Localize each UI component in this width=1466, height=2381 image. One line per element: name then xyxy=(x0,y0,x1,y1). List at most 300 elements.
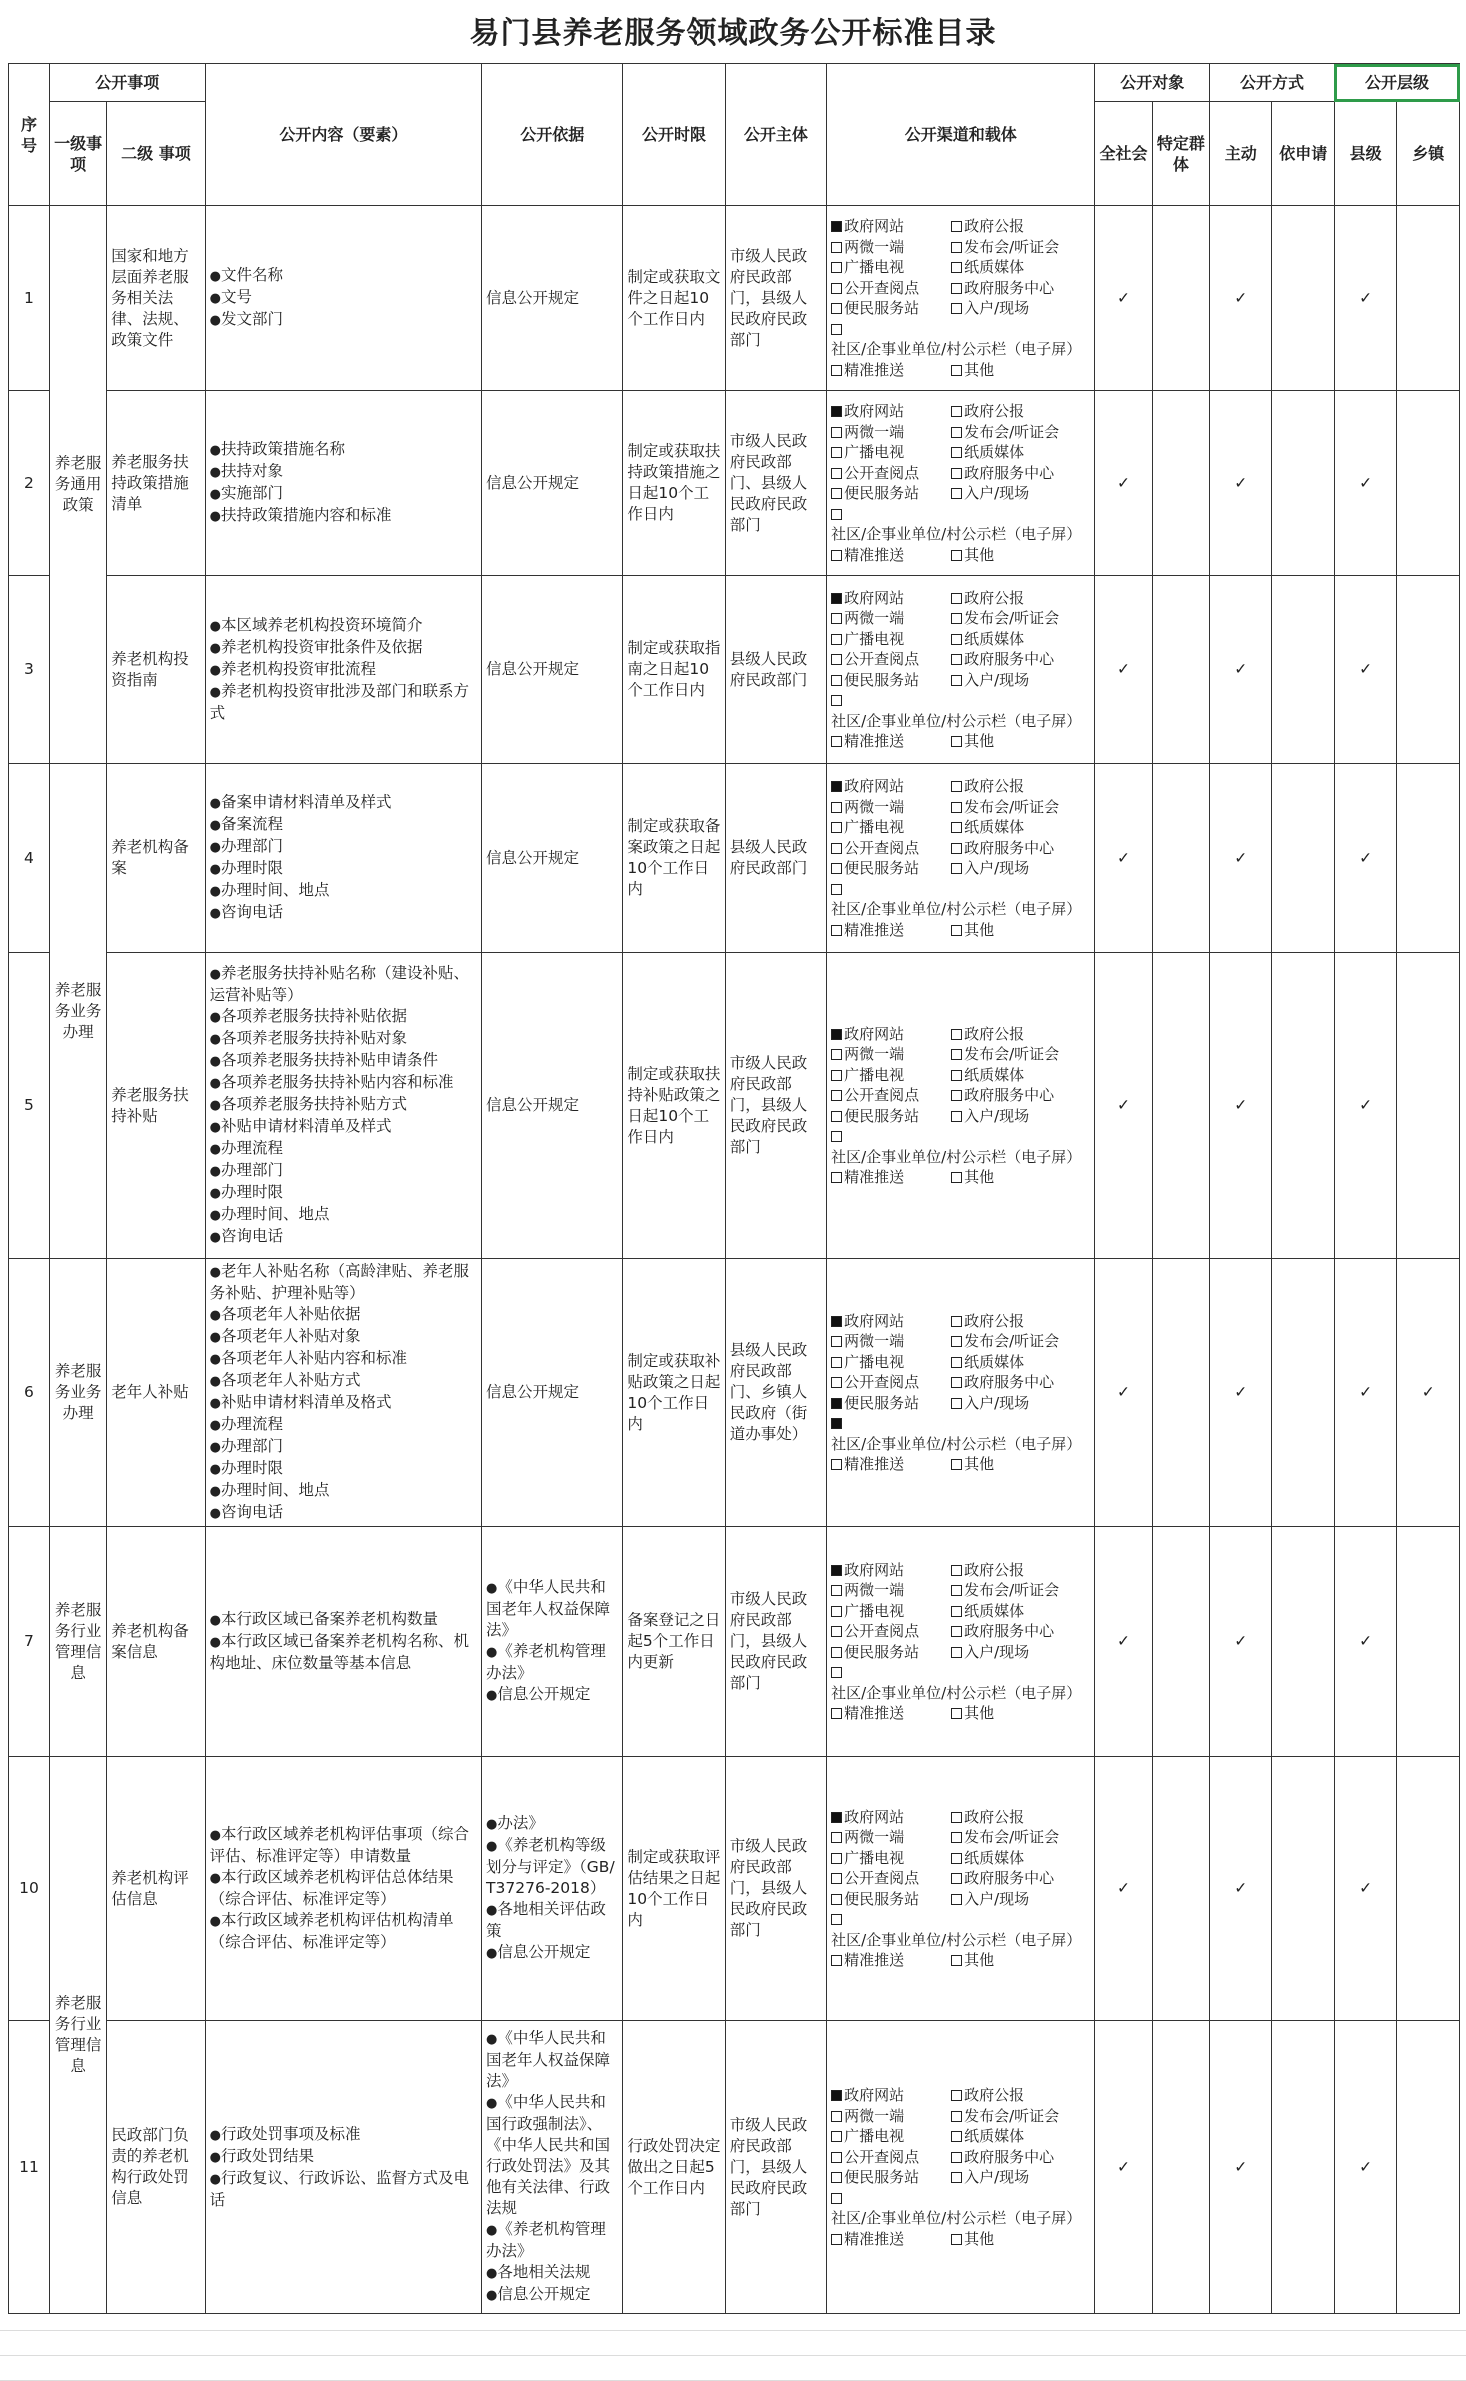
cell-basis xyxy=(482,1527,623,1757)
cell-subject: 市级人民政府民政部门，县级人民政府民政部门 xyxy=(725,1527,826,1757)
channel-label: 政府网站 xyxy=(844,1311,905,1330)
channel-label: 入户/现场 xyxy=(964,1106,1030,1125)
unchecked-box-icon xyxy=(831,695,842,706)
unchecked-box-icon xyxy=(831,1894,842,1905)
channel-option xyxy=(831,1580,951,1601)
unchecked-box-icon xyxy=(831,1955,842,1966)
unchecked-box-icon xyxy=(951,303,962,314)
cell-town xyxy=(1397,391,1460,576)
unchecked-box-icon xyxy=(951,1049,962,1060)
channel-label: 政府公报 xyxy=(964,402,1025,420)
unchecked-box-icon xyxy=(951,1377,962,1388)
basis-item: ● 各地相关法规 xyxy=(486,2262,618,2284)
header-subject: 公开主体 xyxy=(725,64,826,206)
channel-label: 便民服务站 xyxy=(844,1889,920,1908)
unchecked-box-icon xyxy=(831,1357,842,1368)
channel-option xyxy=(951,1950,1091,1971)
unchecked-box-icon xyxy=(951,1894,962,1905)
basis-item: ● 各地相关评估政策 xyxy=(486,1899,618,1942)
header-level-town: 乡镇 xyxy=(1397,102,1460,206)
channel-option xyxy=(831,1331,951,1352)
channel-label: 政府网站 xyxy=(844,1560,905,1579)
channel-option xyxy=(951,608,1091,629)
channel-label: 纸质媒体 xyxy=(964,1352,1025,1371)
channel-grid xyxy=(831,588,1090,752)
content-list xyxy=(210,439,477,527)
channel-label: 公开查阅点 xyxy=(844,1869,920,1887)
content-item: ● 咨询电话 xyxy=(210,1502,477,1524)
channel-label: 发布会/听证会 xyxy=(964,1332,1060,1350)
cell-level2: 养老服务扶持政策措施清单 xyxy=(107,391,205,576)
unchecked-box-icon xyxy=(951,593,962,604)
unchecked-box-icon xyxy=(951,843,962,854)
channel-label: 便民服务站 xyxy=(844,1393,920,1412)
channel-option xyxy=(831,2229,951,2250)
content-item: ● 咨询电话 xyxy=(210,1226,477,1248)
channel-label: 便民服务站 xyxy=(844,299,920,317)
unchecked-box-icon xyxy=(951,2111,962,2122)
channel-label: 公开查阅点 xyxy=(844,650,920,668)
cell-level1: 养老服务通用政策 xyxy=(49,206,106,764)
cell-channel xyxy=(827,576,1095,764)
channel-label: 其他 xyxy=(964,1168,995,1186)
cell-subject: 县级人民政府民政部门、乡镇人民政府（街道办事处） xyxy=(725,1259,826,1527)
unchecked-box-icon xyxy=(951,1812,962,1823)
channel-label: 公开查阅点 xyxy=(844,463,920,482)
channel-label: 政府服务中心 xyxy=(964,838,1055,857)
unchecked-box-icon xyxy=(951,1585,962,1596)
channel-option xyxy=(951,838,1091,859)
basis-item: ● 《养老机构等级划分与评定》（GB/T37276-2018） xyxy=(486,1835,618,1899)
cell-seq: 10 xyxy=(9,1757,50,2021)
cell-active: ✓ xyxy=(1210,1259,1272,1527)
cell-level2: 民政部门负责的养老机构行政处罚信息 xyxy=(107,2021,205,2314)
unchecked-box-icon xyxy=(831,2172,842,2183)
channel-option xyxy=(831,1393,951,1414)
cell-basis: 信息公开规定 xyxy=(482,576,623,764)
channel-option xyxy=(831,216,951,237)
content-list xyxy=(210,1261,477,1524)
channel-option xyxy=(831,237,951,258)
channel-option xyxy=(951,670,1091,691)
cell-content xyxy=(205,206,481,391)
content-item: ● 咨询电话 xyxy=(210,902,477,924)
cell-town xyxy=(1397,1527,1460,1757)
content-item: ● 办理时间、地点 xyxy=(210,880,477,902)
unchecked-box-icon xyxy=(831,613,842,624)
channel-option xyxy=(831,1065,951,1086)
channel-option xyxy=(831,360,951,381)
cell-apply xyxy=(1272,206,1334,391)
unchecked-box-icon xyxy=(831,822,842,833)
channel-option xyxy=(831,2126,951,2147)
cell-timing: 行政处罚决定做出之日起5个工作日内 xyxy=(623,2021,725,2314)
cell-level2: 养老机构备案信息 xyxy=(107,1527,205,1757)
channel-label: 其他 xyxy=(964,1951,995,1969)
content-list xyxy=(210,265,477,331)
unchecked-box-icon xyxy=(951,781,962,792)
channel-option xyxy=(951,1393,1091,1414)
content-item: ● 本行政区域已备案养老机构名称、机构地址、床位数量等基本信息 xyxy=(210,1631,477,1674)
cell-special xyxy=(1152,206,1209,391)
channel-option xyxy=(951,422,1091,443)
channel-label: 精准推送 xyxy=(844,1951,905,1969)
channel-label: 社区/企事业单位/村公示栏（电子屏） xyxy=(831,1930,1082,1949)
channel-label: 便民服务站 xyxy=(844,1106,920,1125)
channel-option xyxy=(951,401,1091,422)
unchecked-box-icon xyxy=(831,1708,842,1719)
unchecked-box-icon xyxy=(831,863,842,874)
channel-label: 公开查阅点 xyxy=(844,2147,920,2166)
cell-content xyxy=(205,953,481,1259)
unchecked-box-icon xyxy=(831,2152,842,2163)
cell-apply xyxy=(1272,576,1334,764)
unchecked-box-icon xyxy=(951,1955,962,1966)
cell-all: ✓ xyxy=(1095,2021,1152,2314)
channel-label: 两微一端 xyxy=(844,2106,905,2125)
channel-label: 政府网站 xyxy=(844,217,905,235)
content-item: ● 各项养老服务扶持补贴对象 xyxy=(210,1028,477,1050)
cell-town: ✓ xyxy=(1397,1259,1460,1527)
cell-active: ✓ xyxy=(1210,391,1272,576)
channel-label: 入户/现场 xyxy=(964,670,1030,689)
unchecked-box-icon xyxy=(831,447,842,458)
cell-level1: 养老服务行业管理信息 xyxy=(49,1757,106,2314)
channel-label: 发布会/听证会 xyxy=(964,2106,1060,2125)
unchecked-box-icon xyxy=(951,2090,962,2101)
channel-label: 发布会/听证会 xyxy=(964,1581,1060,1599)
basis-list xyxy=(486,2028,618,2306)
checked-box-icon xyxy=(831,406,842,417)
unchecked-box-icon xyxy=(831,2111,842,2122)
cell-basis: 信息公开规定 xyxy=(482,953,623,1259)
channel-label: 公开查阅点 xyxy=(844,838,920,857)
channel-option xyxy=(951,2229,1091,2250)
channel-label: 发布会/听证会 xyxy=(964,797,1060,816)
channel-label: 精准推送 xyxy=(844,1168,905,1186)
content-item: ● 各项老年人补贴对象 xyxy=(210,1326,477,1348)
checked-box-icon xyxy=(831,221,842,232)
channel-option xyxy=(951,629,1091,650)
cell-county: ✓ xyxy=(1334,2021,1396,2314)
cell-town xyxy=(1397,1757,1460,2021)
cell-basis: 信息公开规定 xyxy=(482,1259,623,1527)
channel-option xyxy=(831,731,951,752)
unchecked-box-icon xyxy=(951,613,962,624)
cell-active: ✓ xyxy=(1210,206,1272,391)
checked-box-icon xyxy=(831,1029,842,1040)
table-row xyxy=(9,953,1460,1259)
content-item: ● 文号 xyxy=(210,287,477,309)
unchecked-box-icon xyxy=(951,468,962,479)
cell-level2: 养老机构备案 xyxy=(107,764,205,953)
channel-option xyxy=(831,1352,951,1373)
cell-content xyxy=(205,1757,481,2021)
channel-grid xyxy=(831,1024,1090,1188)
header-level-county: 县级 xyxy=(1334,102,1396,206)
cell-all: ✓ xyxy=(1095,1527,1152,1757)
cell-county: ✓ xyxy=(1334,1259,1396,1527)
content-item: ● 办理部门 xyxy=(210,1436,477,1458)
channel-label: 政府公报 xyxy=(964,1311,1025,1330)
unchecked-box-icon xyxy=(951,1357,962,1368)
unchecked-box-icon xyxy=(951,242,962,253)
content-item: ● 扶持政策措施内容和标准 xyxy=(210,505,477,527)
content-list xyxy=(210,615,477,724)
cell-timing: 制定或获取指南之日起10个工作日内 xyxy=(623,576,725,764)
unchecked-box-icon xyxy=(951,1090,962,1101)
channel-option xyxy=(831,1807,951,1828)
channel-label: 政府公报 xyxy=(964,2086,1025,2104)
unchecked-box-icon xyxy=(831,1667,842,1678)
catalog-table xyxy=(8,63,1460,2314)
unchecked-box-icon xyxy=(951,675,962,686)
unchecked-box-icon xyxy=(951,1565,962,1576)
channel-option xyxy=(831,2188,1091,2229)
unchecked-box-icon xyxy=(831,1336,842,1347)
channel-label: 社区/企事业单位/村公示栏（电子屏） xyxy=(831,340,1082,358)
cell-town xyxy=(1397,2021,1460,2314)
content-item: ● 本行政区域已备案养老机构数量 xyxy=(210,1609,477,1631)
cell-timing: 制定或获取补贴政策之日起10个工作日内 xyxy=(623,1259,725,1527)
cell-seq: 4 xyxy=(9,764,50,953)
cell-subject: 县级人民政府民政部门 xyxy=(725,576,826,764)
unchecked-box-icon xyxy=(831,675,842,686)
channel-label: 入户/现场 xyxy=(964,1393,1030,1412)
cell-special xyxy=(1152,391,1209,576)
channel-option xyxy=(831,1085,951,1106)
channel-option xyxy=(951,1352,1091,1373)
content-item: ● 行政复议、行政诉讼、监督方式及电话 xyxy=(210,2168,477,2211)
channel-option xyxy=(951,545,1091,566)
channel-option xyxy=(831,278,951,299)
unchecked-box-icon xyxy=(831,1647,842,1658)
unchecked-box-icon xyxy=(831,1606,842,1617)
table-row xyxy=(9,1757,1460,2021)
channel-label: 入户/现场 xyxy=(964,299,1030,317)
channel-option xyxy=(951,2126,1091,2147)
checked-box-icon xyxy=(831,1398,842,1409)
unchecked-box-icon xyxy=(951,2172,962,2183)
cell-county: ✓ xyxy=(1334,953,1396,1259)
cell-seq: 6 xyxy=(9,1259,50,1527)
channel-label: 社区/企事业单位/村公示栏（电子屏） xyxy=(831,1683,1082,1702)
unchecked-box-icon xyxy=(831,303,842,314)
channel-option xyxy=(831,1703,951,1724)
channel-label: 政府公报 xyxy=(964,217,1025,235)
channel-option xyxy=(831,920,951,941)
cell-special xyxy=(1152,1527,1209,1757)
unchecked-box-icon xyxy=(951,427,962,438)
channel-label: 政府服务中心 xyxy=(964,1622,1055,1640)
channel-option xyxy=(831,257,951,278)
basis-list xyxy=(486,1577,618,1706)
channel-label: 便民服务站 xyxy=(844,2168,920,2186)
cell-seq: 11 xyxy=(9,2021,50,2314)
channel-label: 两微一端 xyxy=(844,237,905,256)
channel-label: 政府公报 xyxy=(964,1560,1025,1579)
content-item: ● 备案流程 xyxy=(210,814,477,836)
channel-label: 纸质媒体 xyxy=(964,1848,1025,1867)
channel-label: 政府网站 xyxy=(844,1024,905,1043)
cell-apply xyxy=(1272,391,1334,576)
channel-option xyxy=(951,1560,1091,1581)
cell-channel xyxy=(827,391,1095,576)
unchecked-box-icon xyxy=(951,1070,962,1081)
cell-channel xyxy=(827,764,1095,953)
channel-grid xyxy=(831,1807,1090,1971)
channel-label: 精准推送 xyxy=(844,545,905,564)
content-item: ● 办理时限 xyxy=(210,1458,477,1480)
channel-label: 便民服务站 xyxy=(844,859,920,877)
unchecked-box-icon xyxy=(831,365,842,376)
channel-option xyxy=(831,1311,951,1332)
channel-label: 其他 xyxy=(964,360,995,379)
channel-label: 精准推送 xyxy=(844,920,905,939)
channel-label: 两微一端 xyxy=(844,1332,905,1350)
basis-item: ● 办法》 xyxy=(486,1813,618,1835)
channel-option xyxy=(831,298,951,319)
channel-label: 政府服务中心 xyxy=(964,650,1055,668)
content-item: ● 养老机构投资审批流程 xyxy=(210,659,477,681)
channel-option xyxy=(951,2147,1091,2168)
channel-option xyxy=(951,858,1091,879)
basis-item: ● 信息公开规定 xyxy=(486,1684,618,1706)
unchecked-box-icon xyxy=(831,468,842,479)
cell-county: ✓ xyxy=(1334,391,1396,576)
channel-label: 政府公报 xyxy=(964,777,1025,795)
cell-county: ✓ xyxy=(1334,206,1396,391)
cell-basis: 信息公开规定 xyxy=(482,206,623,391)
channel-label: 广播电视 xyxy=(844,1601,905,1620)
channel-grid xyxy=(831,776,1090,940)
cell-level2: 国家和地方层面养老服务相关法律、法规、政策文件 xyxy=(107,206,205,391)
channel-grid xyxy=(831,216,1090,380)
channel-option xyxy=(951,1024,1091,1045)
channel-label: 政府服务中心 xyxy=(964,1086,1055,1104)
cell-seq: 7 xyxy=(9,1527,50,1757)
cell-seq: 1 xyxy=(9,206,50,391)
unchecked-box-icon xyxy=(831,242,842,253)
channel-label: 其他 xyxy=(964,920,995,939)
unchecked-box-icon xyxy=(831,802,842,813)
channel-label: 公开查阅点 xyxy=(844,1373,920,1391)
channel-label: 发布会/听证会 xyxy=(964,422,1060,441)
unchecked-box-icon xyxy=(831,1049,842,1060)
channel-option xyxy=(951,797,1091,818)
channel-option xyxy=(951,1167,1091,1188)
channel-option xyxy=(831,1868,951,1889)
channel-label: 社区/企事业单位/村公示栏（电子屏） xyxy=(831,711,1082,730)
checked-box-icon xyxy=(831,593,842,604)
channel-label: 政府服务中心 xyxy=(964,463,1055,482)
channel-option xyxy=(831,858,951,879)
channel-option xyxy=(951,2167,1091,2188)
channel-option xyxy=(951,1106,1091,1127)
content-item: ● 养老机构投资审批涉及部门和联系方式 xyxy=(210,681,477,724)
unchecked-box-icon xyxy=(951,1647,962,1658)
checked-box-icon xyxy=(831,1565,842,1576)
content-item: ● 办理时限 xyxy=(210,858,477,880)
unchecked-box-icon xyxy=(831,884,842,895)
content-item: ● 办理流程 xyxy=(210,1138,477,1160)
table-row xyxy=(9,391,1460,576)
channel-option xyxy=(831,1372,951,1393)
channel-label: 精准推送 xyxy=(844,732,905,750)
channel-label: 两微一端 xyxy=(844,1045,905,1063)
channel-label: 纸质媒体 xyxy=(964,2127,1025,2145)
unchecked-box-icon xyxy=(831,1070,842,1081)
unchecked-box-icon xyxy=(951,283,962,294)
channel-label: 政府网站 xyxy=(844,777,905,795)
unchecked-box-icon xyxy=(951,2131,962,2142)
cell-all: ✓ xyxy=(1095,1757,1152,2021)
unchecked-box-icon xyxy=(951,1873,962,1884)
cell-level1: 养老服务业务办理 xyxy=(49,764,106,1259)
channel-label: 社区/企事业单位/村公示栏（电子屏） xyxy=(831,900,1082,918)
header-basis: 公开依据 xyxy=(482,64,623,206)
channel-option xyxy=(951,257,1091,278)
channel-option xyxy=(831,1950,951,1971)
content-item: ● 各项养老服务扶持补贴申请条件 xyxy=(210,1050,477,1072)
unchecked-box-icon xyxy=(831,1832,842,1843)
channel-option xyxy=(951,483,1091,504)
channel-label: 其他 xyxy=(964,1704,995,1722)
channel-label: 广播电视 xyxy=(844,443,905,461)
channel-label: 广播电视 xyxy=(844,818,905,836)
cell-county: ✓ xyxy=(1334,1757,1396,2021)
channel-label: 发布会/听证会 xyxy=(964,237,1060,256)
cell-channel xyxy=(827,1527,1095,1757)
channel-option xyxy=(951,298,1091,319)
header-timing: 公开时限 xyxy=(623,64,725,206)
channel-option xyxy=(831,838,951,859)
cell-special xyxy=(1152,953,1209,1259)
unchecked-box-icon xyxy=(831,1090,842,1101)
header-level[interactable]: 公开层级 xyxy=(1334,64,1459,102)
unchecked-box-icon xyxy=(951,1626,962,1637)
channel-label: 纸质媒体 xyxy=(964,1065,1025,1084)
basis-item: ● 信息公开规定 xyxy=(486,1942,618,1964)
cell-seq: 5 xyxy=(9,953,50,1259)
unchecked-box-icon xyxy=(831,509,842,520)
unchecked-box-icon xyxy=(951,262,962,273)
channel-option xyxy=(831,608,951,629)
cell-all: ✓ xyxy=(1095,1259,1152,1527)
content-item: ● 补贴申请材料清单及格式 xyxy=(210,1392,477,1414)
content-item: ● 办理部门 xyxy=(210,836,477,858)
channel-label: 其他 xyxy=(964,1455,995,1473)
cell-subject: 县级人民政府民政部门 xyxy=(725,764,826,953)
page-title: 易门县养老服务领域政务公开标准目录 xyxy=(469,16,997,51)
channel-option xyxy=(951,216,1091,237)
channel-label: 政府网站 xyxy=(844,402,905,420)
channel-label: 便民服务站 xyxy=(844,670,920,689)
channel-option xyxy=(951,442,1091,463)
channel-option xyxy=(951,920,1091,941)
cell-timing: 备案登记之日起5个工作日内更新 xyxy=(623,1527,725,1757)
unchecked-box-icon xyxy=(831,488,842,499)
channel-option xyxy=(951,2106,1091,2127)
channel-option xyxy=(831,1642,951,1663)
channel-option xyxy=(831,690,1091,731)
channel-label: 两微一端 xyxy=(844,797,905,816)
channel-option xyxy=(951,1848,1091,1869)
channel-option xyxy=(831,463,951,484)
checked-box-icon xyxy=(831,1812,842,1823)
channel-option xyxy=(951,463,1091,484)
unchecked-box-icon xyxy=(831,1914,842,1925)
